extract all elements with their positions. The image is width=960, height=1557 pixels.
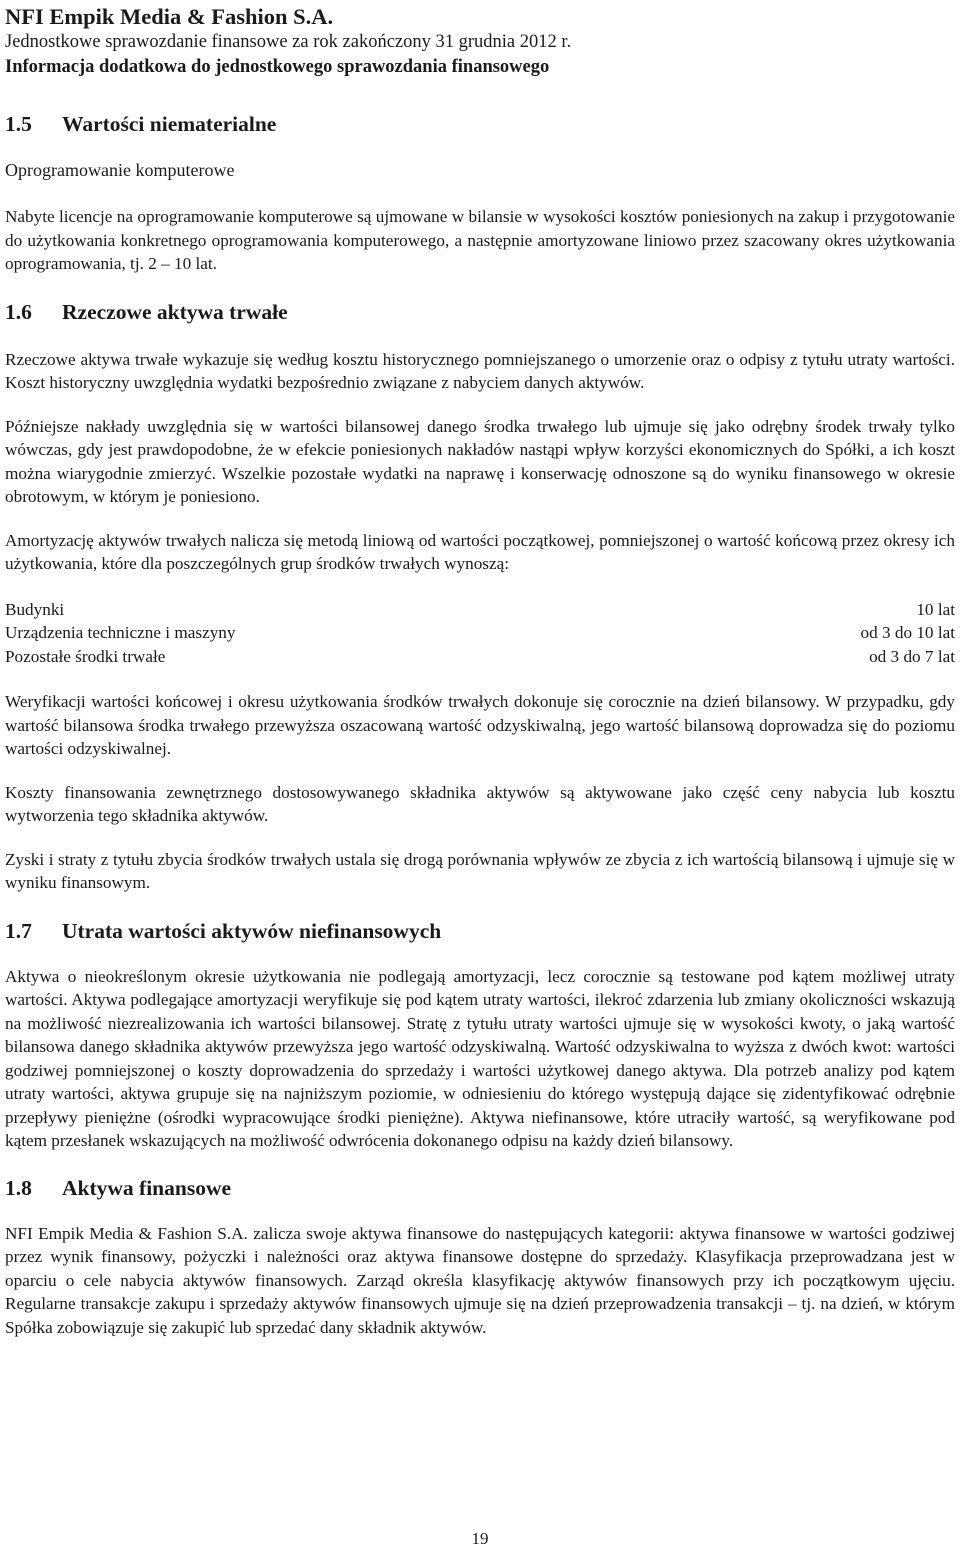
company-name: NFI Empik Media & Fashion S.A.	[5, 4, 334, 29]
section-number: 1.8	[5, 1175, 32, 1200]
useful-life-period: od 3 do 10 lat	[860, 623, 955, 642]
asset-category: Budynki	[5, 599, 65, 619]
paragraph: Późniejsze nakłady uwzględnia się w wartości bilansowej danego środka trwałego lub ujmuje się jako odrębny środek trwały tylko wówczas, gdy jest prawdopodobne, że w efekcie poniesionych nakładów nastąpi wpływ korzyści ekonomicznych do Spółki, a ich koszt można wiarygodnie zmierzyć. Wszelkie pozostałe wydatki na naprawę i konserwację odnoszone są do wyniku finansowego w okresie obrotowym, w którym je poniesiono.	[5, 416, 955, 506]
asset-category: Pozostałe środki trwałe	[5, 646, 166, 666]
section-title: Aktywa finansowe	[62, 1175, 232, 1200]
useful-life-table	[5, 598, 955, 669]
document-page	[5, 0, 955, 1339]
section-title: Wartości niematerialne	[62, 112, 277, 136]
section-number: 1.5	[5, 112, 32, 136]
paragraph: Amortyzację aktywów trwałych nalicza się metodą liniową od wartości początkowej, pomniejszonej o wartość końcową przez okresy ich użytkowania, które dla poszczególnych grup środków trwałych wynoszą:	[5, 530, 955, 573]
useful-life-row	[5, 598, 955, 622]
section-number: 1.6	[5, 299, 32, 324]
useful-life-row	[5, 645, 955, 669]
report-section: Informacja dodatkowa do jednostkowego sprawozdania finansowego	[5, 57, 550, 77]
section-number: 1.7	[5, 918, 32, 943]
subsection-heading: Oprogramowanie komputerowe	[5, 160, 235, 180]
page-number: 19	[471, 1529, 489, 1548]
paragraph: Zyski i straty z tytułu zbycia środków trwałych ustala się drogą porównania wpływów ze zbycia z ich wartością bilansową i ujmuje się w wyniku finansowym.	[5, 849, 955, 892]
section-1-7-heading	[5, 917, 955, 945]
report-title: Jednostkowe sprawozdanie finansowe za rok zakończony 31 grudnia 2012 r.	[5, 32, 572, 52]
useful-life-row	[5, 621, 955, 645]
section-title: Rzeczowe aktywa trwałe	[62, 299, 288, 324]
paragraph: Rzeczowe aktywa trwałe wykazuje się według kosztu historycznego pomniejszanego o umorzenie oraz o odpisy z tytułu utraty wartości. Koszt historyczny uwzględnia wydatki bezpośrednio związane z nabyciem danych aktywów.	[5, 349, 955, 392]
paragraph: Weryfikacji wartości końcowej i okresu użytkowania środków trwałych dokonuje się corocznie na dzień bilansowy. W przypadku, gdy wartość bilansowa środka trwałego przewyższa oszacowaną wartość odzyskiwalną, jego wartość bilansową doprowadza się do poziomu wartości odzyskiwalnej.	[5, 692, 955, 758]
useful-life-period: od 3 do 7 lat	[869, 646, 955, 666]
paragraph: Nabyte licencje na oprogramowanie komputerowe są ujmowane w bilansie w wysokości kosztów poniesionych na zakup i przygotowanie do użytkowania konkretnego oprogramowania komputerowego, a następnie amortyzowane liniowo przez szacowany okres użytkowania oprogramowania, tj. 2 – 10 lat.	[5, 207, 955, 273]
section-1-6-heading	[5, 298, 955, 326]
useful-life-period: 10 lat	[916, 599, 955, 619]
paragraph: NFI Empik Media & Fashion S.A. zalicza swoje aktywa finansowe do następujących kategorii: aktywa finansowe w wartości godziwej przez wynik finansowy, pożyczki i należności oraz aktywa finansowe dostępne do sprzedaży. Klasyfikacja przeprowadzana jest w oparciu o cele nabycia aktywów finansowych. Zarząd określa klasyfikację aktywów finansowych przy ich początkowym ujęciu. Regularne transakcje zakupu i sprzedaży aktywów finansowych ujmuje się na dzień przeprowadzenia transakcji – tj. na dzień, w którym Spółka zobowiązuje się zakupić lub sprzedać dany składnik aktywów.	[5, 1223, 955, 1337]
asset-category: Urządzenia techniczne i maszyny	[5, 623, 236, 642]
section-title: Utrata wartości aktywów niefinansowych	[62, 918, 442, 943]
section-1-5-heading	[5, 110, 955, 138]
paragraph: Aktywa o nieokreślonym okresie użytkowania nie podlegają amortyzacji, lecz corocznie są testowane pod kątem możliwej utraty wartości. Aktywa podlegające amortyzacji weryfikuje się pod kątem utraty wartości, ilekroć zdarzenia lub zmiany okoliczności wskazują na możliwość niezrealizowania ich wartości bilansowej. Stratę z tytułu utraty wartości ujmuje się w wysokości kwoty, o jaką wartość bilansowa danego składnika aktywów przewyższa jego wartość odzyskiwalną. Wartość odzyskiwalna to wyższa z dwóch kwot: wartości godziwej pomniejszonej o koszty doprowadzenia do sprzedaży i wartości użytkowej danego aktywa. Dla potrzeb analizy pod kątem utraty wartości, aktywa grupuje się na najniższym poziomie, w odniesieniu do którego występują dające się zidentyfikować odrębnie przepływy pieniężne (ośrodki wypracowujące środki pieniężne). Aktywa niefinansowe, które utraciły wartość, są weryfikowane pod kątem przesłanek wskazujących na możliwość odwrócenia dokonanego odpisu na każdy dzień bilansowy.	[5, 966, 955, 1150]
section-1-8-heading	[5, 1174, 955, 1202]
paragraph: Koszty finansowania zewnętrznego dostosowywanego składnika aktywów są aktywowane jako część ceny nabycia lub kosztu wytworzenia tego składnika aktywów.	[5, 782, 955, 825]
